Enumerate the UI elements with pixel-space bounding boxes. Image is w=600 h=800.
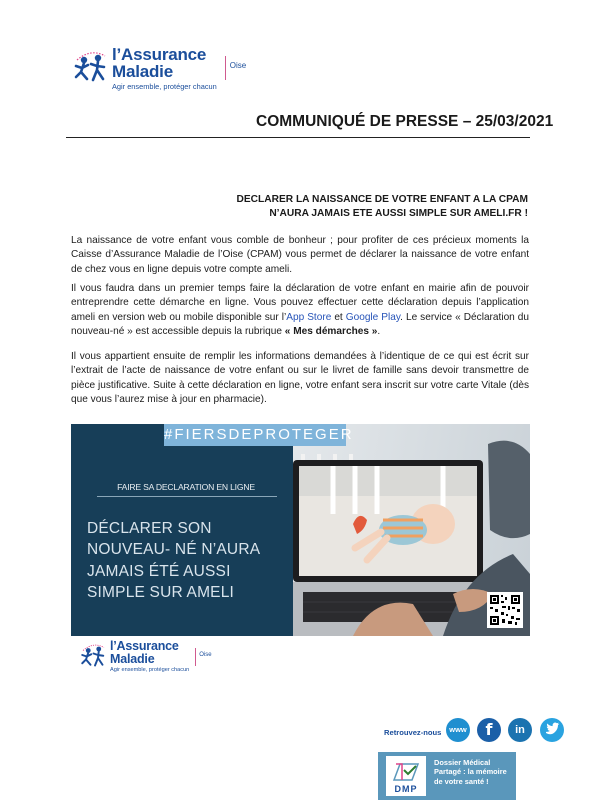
banner-subtitle-rule [97,496,277,497]
logo-figures-icon [73,46,109,86]
footer-logo-tagline: Agir ensemble, protéger chacun [110,666,190,673]
app-store-link[interactable]: App Store [286,311,332,323]
footer-logo-separator [195,648,196,666]
paragraph-3: Il vous appartient ensuite de remplir les informations demandées à l’identique de ce qui est écrit sur l’extrait de l’acte de naissance de votre enfant ou sur le livret de famille sans devoir transmettre de pièce justificative. Suite à cette déclaration en ligne, votre enfant sera inscrit sur votre carte Vitale (dès que vous l’aurez mise à jour en pharmacie). [71,351,529,406]
www-icon[interactable] [446,718,470,742]
dmp-caption [434,758,514,786]
mes-demarches-label: « Mes démarches » [284,326,378,338]
banner-main-line-3: JAMAIS ÉTÉ AUSSI [87,562,231,580]
twitter-bird-icon [540,718,564,742]
facebook-icon[interactable] [477,718,501,742]
footer-logo-wordmark [110,640,189,673]
follow-us-label: Retrouvez-nous [384,728,442,737]
headline [88,193,528,222]
logo-tagline: Agir ensemble, protéger chacun [112,81,217,91]
linkedin-icon[interactable] [508,718,532,742]
qr-code[interactable] [487,592,523,628]
footer-logo-line-1: l’Assurance [110,639,179,653]
hashtag-label: #FIERSDEPROTEGER [164,424,346,446]
logo-separator [225,56,226,80]
dmp-logo-text: DMP [394,784,418,794]
assurance-maladie-logo [73,46,246,92]
headline-line-1: DECLARER LA NAISSANCE DE VOTRE ENFANT A LA CPAM [236,194,528,205]
www-label: www [449,725,467,734]
footer-logo [80,640,212,673]
banner-main-line-1: DÉCLARER SON [87,520,212,537]
footer-logo-figures-icon [80,640,107,670]
dmp-badge[interactable] [378,752,516,800]
dmp-caption-line-3: de votre santé ! [434,776,489,786]
paragraph-2 [71,282,529,340]
banner-subtitle: FAIRE SA DECLARATION EN LIGNE [117,482,255,492]
paragraph-1: La naissance de votre enfant vous comble de bonheur ; pour profiter de ces précieux moments la Caisse d’Assurance Maladie de l’Oise (CPAM) vous permet de déclarer la naissance de votre enfant de chez vous en ligne depuis votre compte ameli. [71,235,529,275]
dmp-caption-line-2: Partagé : la mémoire [434,767,507,777]
google-play-link[interactable]: Google Play [345,311,401,323]
press-release-title: COMMUNIQUÉ DE PRESSE – 25/03/2021 [256,113,554,130]
logo-line-1: l’Assurance [112,45,207,64]
twitter-icon[interactable] [540,718,564,742]
paragraph-2-text-c: . Le service « Déclaration du nouveau-né » est accessible depuis la rubrique [71,311,530,338]
paragraph-2-text-d: . [377,326,381,338]
paragraph-2-text-b: et [331,311,346,323]
dmp-logo-box [386,756,426,796]
paragraph-2-text-a: Il vous faudra dans un premier temps faire la déclaration de votre enfant en mairie afin de pouvoir entreprendre cette démarche en ligne. Vous pouvez effectuer cette déclaration depuis l’application ameli en version web ou mobile disponible sur l’ [71,283,529,323]
linkedin-label: in [515,724,525,736]
logo-wordmark [112,46,217,92]
dmp-folder-icon [386,756,426,786]
footer-logo-line-2: Maladie [110,651,155,666]
facebook-label: f [485,720,493,739]
campaign-banner [71,424,530,636]
logo-line-2: Maladie [112,62,173,82]
banner-main-line-2: NOUVEAU- NÉ N’AURA [87,541,261,559]
dmp-caption-line-1: Dossier Médical [434,758,491,767]
headline-line-2: N’AURA JAMAIS ETE AUSSI SIMPLE SUR AMELI.FR ! [269,208,528,220]
footer-logo-region: Oise [199,652,212,658]
title-underline [66,137,530,138]
banner-main-line-4: SIMPLE SUR AMELI [87,584,235,602]
banner-main-text [87,518,287,604]
logo-region: Oise [229,61,247,70]
